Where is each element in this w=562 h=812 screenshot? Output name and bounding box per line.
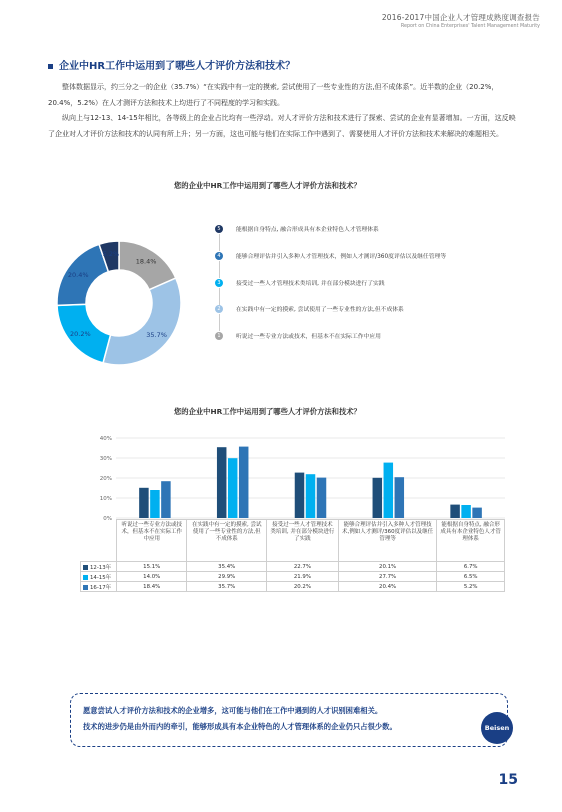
legend-number-icon: 4 <box>215 252 223 260</box>
bar <box>384 463 394 518</box>
series-label: 12-13年 <box>81 562 117 572</box>
bar <box>395 477 405 518</box>
bar <box>373 478 383 518</box>
y-tick-label: 10% <box>99 496 112 502</box>
pie-legend-item <box>212 276 512 303</box>
category-cell: 在实践中有一定的摸索, 尝试使用了一些专业性的方法,但不成体系 <box>187 520 266 562</box>
legend-swatch <box>83 585 88 590</box>
bar <box>472 508 482 518</box>
pie-legend-item <box>212 302 512 329</box>
value-cell: 35.7% <box>187 582 266 592</box>
pie-chart-title: 您的企业中HR工作中运用到了哪些人才评价方法和技术？ <box>174 181 361 190</box>
report-subtitle: Report on China Enterprises' Talent Management Maturity <box>400 24 540 29</box>
bar <box>317 478 327 518</box>
paragraph-1: 整体数据显示，约三分之一的企业（35.7%）“在实践中有一定的摸索, 尝试使用了一些专业性的方法,但不成体系”。近半数的企业（20.2%，20.4%，5.2%）在人才测评方法和技术上均进行了不同程度的学习和实践。 <box>48 83 499 107</box>
series-label: 14-15年 <box>81 572 117 582</box>
value-cell: 5.2% <box>437 582 505 592</box>
value-cell: 20.1% <box>338 562 436 572</box>
bar <box>295 473 305 518</box>
pie-slice-2 <box>103 278 181 365</box>
category-cell: 能够合理评估并引入多种人才管理技术,例如人才测评/360度评估以及继任管理等 <box>338 520 436 562</box>
bar <box>306 474 316 518</box>
y-tick-label: 30% <box>99 456 112 462</box>
y-tick-label: 40% <box>99 436 112 442</box>
pie-legend <box>212 222 512 356</box>
beisen-logo <box>481 712 513 744</box>
page-number: 15 <box>498 772 518 788</box>
bar <box>161 481 171 518</box>
legend-swatch <box>83 575 88 580</box>
bar <box>139 488 149 518</box>
table-row <box>81 572 505 582</box>
legend-number-icon: 2 <box>215 305 223 313</box>
legend-number-icon: 1 <box>215 332 223 340</box>
legend-label: 听说过一些专业方法或技术，但基本不在实际工作中应用 <box>236 334 381 341</box>
report-header <box>382 12 540 29</box>
pie-legend-item <box>212 329 512 356</box>
summary-callout <box>70 693 508 747</box>
paragraph-2: 纵向上与12-13、14-15年相比，各等级上的企业占比均有一些浮动。对人才评价方法和技术进行了探索、尝试的企业有显著增加。一方面，这反映了企业对人才评价方法和技术的认同有所上升；另一方面，这也可能与他们在实际工作中遇到了、需要使用人才评价方法和技术来解决的难题相关。 <box>48 114 516 138</box>
callout-line-2: 技术的进步仍是由外而内的牵引，能够形成具有本企业特色的人才管理体系的企业仍只占很少数。 <box>83 722 397 731</box>
legend-number-icon: 3 <box>215 279 223 287</box>
bar-chart <box>88 430 508 520</box>
legend-label: 能根据自身特点, 融合形成具有本企业特色人才管理体系 <box>236 227 379 233</box>
value-cell: 6.7% <box>437 562 505 572</box>
report-title: 2016-2017中国企业人才管理成熟度调查报告 <box>381 13 540 22</box>
value-cell: 29.9% <box>187 572 266 582</box>
y-tick-label: 20% <box>99 476 112 482</box>
square-bullet-icon <box>48 64 53 69</box>
legend-number-icon: 5 <box>215 225 223 233</box>
value-cell: 35.4% <box>187 562 266 572</box>
legend-swatch <box>83 565 88 570</box>
value-cell: 20.4% <box>338 582 436 592</box>
bar <box>450 505 460 518</box>
legend-label: 接受过一些人才管理技术类培训, 并在部分模块进行了实践 <box>236 280 385 287</box>
section-title: 企业中HR工作中运用到了哪些人才评价方法和技术？ <box>59 61 296 72</box>
pie-data-label: 18.4% <box>135 257 157 266</box>
category-cell: 听说过一些专业方法或技术，但基本不在实际工作中应用 <box>117 520 187 562</box>
bar <box>217 447 227 518</box>
category-cell: 能根据自身特点, 融合形成具有本企业特色人才管理体系 <box>437 520 505 562</box>
pie-data-label: 5.2% <box>102 250 120 259</box>
pie-data-label: 20.4% <box>67 270 89 279</box>
logo-text: Beisen <box>484 724 510 732</box>
pie-data-label: 20.2% <box>70 329 91 338</box>
pie-data-label: 35.7% <box>146 331 167 340</box>
series-label: 16-17年 <box>81 582 117 592</box>
value-cell: 18.4% <box>117 582 187 592</box>
bar <box>239 447 249 518</box>
table-row <box>81 582 505 592</box>
value-cell: 15.1% <box>117 562 187 572</box>
value-cell: 27.7% <box>338 572 436 582</box>
category-cell: 接受过一些人才管理技术类培训, 并在部分模块进行了实践 <box>266 520 338 562</box>
bar <box>461 505 471 518</box>
section-heading <box>48 57 295 72</box>
pie-legend-item <box>212 222 512 249</box>
bar-chart-title: 您的企业中HR工作中运用到了哪些人才评价方法和技术？ <box>174 407 361 416</box>
value-cell: 14.0% <box>117 572 187 582</box>
value-cell: 6.5% <box>437 572 505 582</box>
callout-line-1: 愿意尝试人才评价方法和技术的企业增多，这可能与他们在工作中遇到的人才识别困难相关。 <box>83 706 383 715</box>
y-tick-label: 0% <box>103 516 112 520</box>
pie-legend-item <box>212 249 512 276</box>
value-cell: 21.9% <box>266 572 338 582</box>
legend-label: 能够合理评估并引入多种人才管理技术，例如人才测评/360度评估以及继任管理等 <box>236 253 447 260</box>
donut-chart <box>54 238 184 368</box>
legend-label: 在实践中有一定的摸索, 尝试使用了一些专业性的方法,但不成体系 <box>236 307 404 314</box>
table-row <box>81 562 505 572</box>
bar-data-table <box>80 519 505 592</box>
value-cell: 22.7% <box>266 562 338 572</box>
value-cell: 20.2% <box>266 582 338 592</box>
bar <box>228 458 238 518</box>
bar <box>150 490 160 518</box>
